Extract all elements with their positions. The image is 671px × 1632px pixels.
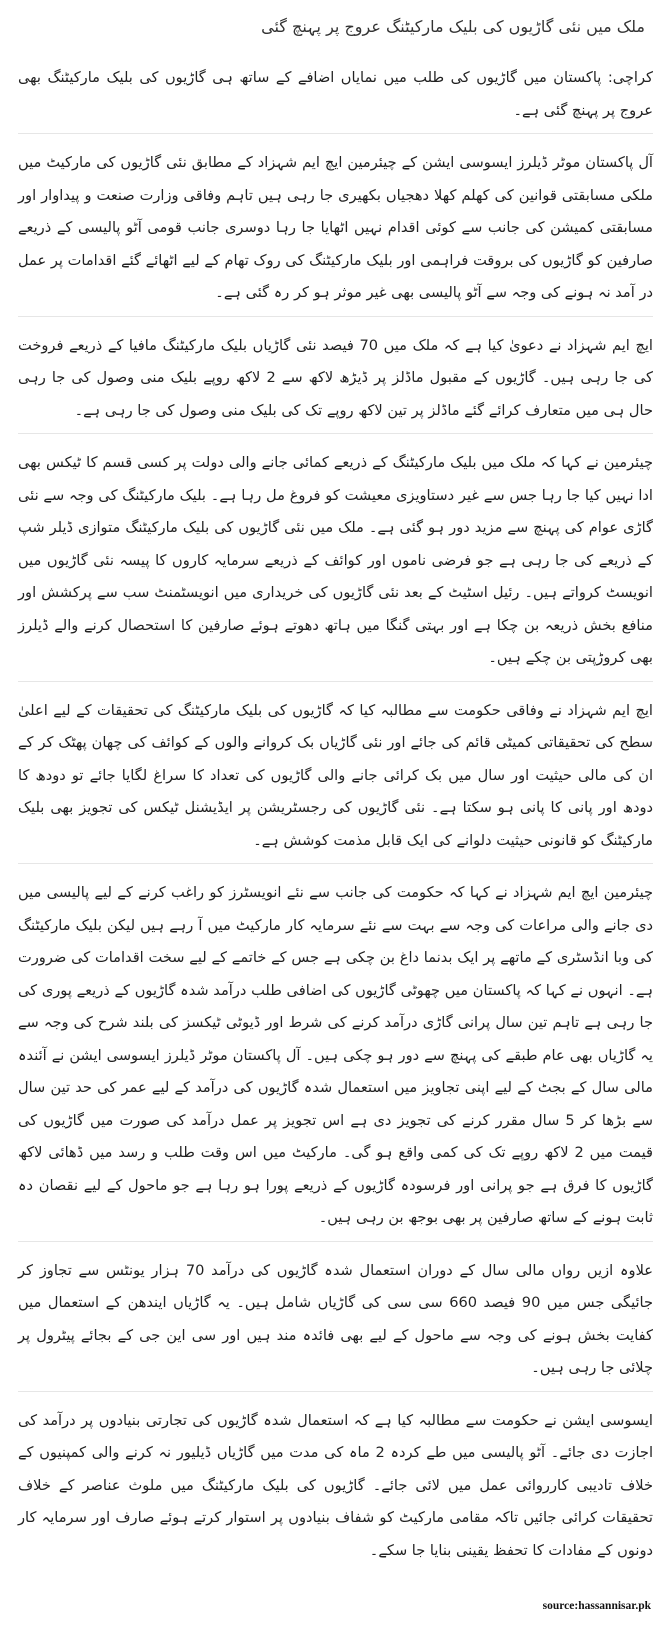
paragraph: ایچ ایم شہزاد نے وفاقی حکومت سے مطالبہ کیا کہ گاڑیوں کی بلیک مارکیٹنگ کی تحقیقات کے لیے اعلیٰ سطح کی تحقیقاتی کمیٹی قائم کی جائے اور نئی گاڑیاں بک کروانے والوں کے کوائف کی چھان پھٹک کر کے ان کی مالی حیثیت اور سال میں بک کرائی جانے والی گاڑیوں کی تعداد کا سراغ لگایا جائے تو دودھ کا دودھ اور پانی کا پانی ہو سکتا ہے۔ نئی گاڑیوں کی رجسٹریشن پر ایڈیشنل ٹیکس کی تجویز بھی بلیک مارکیٹنگ کو قانونی حیثیت دلوانے کی ایک قابل مذمت کوشش ہے۔ bbox=[18, 701, 653, 849]
divider bbox=[18, 1241, 653, 1242]
divider bbox=[18, 316, 653, 317]
paragraph: ایچ ایم شہزاد نے دعویٰ کیا ہے کہ ملک میں 70 فیصد نئی گاڑیاں بلیک مارکیٹنگ مافیا کے ذریعے فروخت کی جا رہی ہیں۔ گاڑیوں کے مقبول ماڈلز پر ڈیڑھ لاکھ سے 2 لاکھ روپے بلیک منی وصول کی جا رہی حال ہی میں متعارف کرائے گئے ماڈلز پر تین لاکھ روپے تک کی بلیک منی وصول کی جا رہی ہے۔ bbox=[18, 336, 653, 419]
paragraph: علاوہ ازیں رواں مالی سال کے دوران استعمال شدہ گاڑیوں کی درآمد 70 ہزار یونٹس سے تجاوز کر جائیگی جس میں 90 فیصد 660 سی سی کی گاڑیاں شامل ہیں۔ یہ گاڑیاں ایندھن کے استعمال میں کفایت بخش ہونے کی وجہ سے ماحول کے لیے بھی فائدہ مند ہیں اور سی این جی کے بجائے پیٹرول پر چلائی جا رہی ہیں۔ bbox=[18, 1261, 654, 1376]
article-title: ملک میں نئی گاڑیوں کی بلیک مارکیٹنگ عروج پر پہنچ گئی bbox=[261, 17, 645, 36]
divider bbox=[18, 433, 653, 434]
paragraph: ایسوسی ایشن نے حکومت سے مطالبہ کیا ہے کہ استعمال شدہ گاڑیوں کی تجارتی بنیادوں پر درآمد کی اجازت دی جائے۔ آٹو پالیسی میں طے کردہ 2 ماہ کی مدت میں گاڑیاں ڈیلیور نہ کرنے والی کمپنیوں کے خلاف تادیبی کارروائی عمل میں لائی جائے۔ گاڑیوں کی بلیک مارکیٹنگ میں ملوث عناصر کے خلاف تحقیقات کرائی جائیں تاکہ مقامی مارکیٹ کو شفاف بنیادوں پر استوار کرتے ہوئے صارف اور سرمایہ کار دونوں کے مفادات کا تحفظ یقینی بنایا جا سکے۔ bbox=[18, 1411, 653, 1559]
divider bbox=[18, 1391, 653, 1392]
divider bbox=[18, 681, 653, 682]
article bbox=[18, 14, 653, 1614]
paragraph: آل پاکستان موٹر ڈیلرز ایسوسی ایشن کے چیئرمین ایچ ایم شہزاد کے مطابق نئی گاڑیوں کی مارکیٹ میں ملکی مسابقتی قوانین کی کھلم کھلا دھجیاں بکھیری جا رہی ہیں تاہم وفاقی وزارت صنعت و پیداوار اور مسابقتی کمیشن کی جانب سے کوئی اقدام نہیں اٹھایا جا رہا دوسری جانب قومی آٹو پالیسی کے ذریعے صارفین کو گاڑیوں کی بروقت فراہمی اور بلیک مارکیٹنگ کی روک تھام کے لیے اٹھائے گئے اقدامات پر عمل در آمد نہ ہونے کی وجہ سے آٹو پالیسی بھی غیر موثر ہو کر رہ گئی ہے۔ bbox=[18, 154, 653, 301]
paragraph: چیئرمین نے کہا کہ ملک میں بلیک مارکیٹنگ کے ذریعے کمائی جانے والی دولت پر کسی قسم کا ٹیکس بھی ادا نہیں کیا جا رہا جس سے غیر دستاویزی معیشت کو فروغ مل رہا ہے۔ بلیک مارکیٹنگ کی وجہ سے نئی گاڑی عوام کی پہنچ سے مزید دور ہو گئی ہے۔ ملک میں نئی گاڑیوں کی بلیک مارکیٹنگ متوازی ڈیلر شپ کے ذریعے کی جا رہی ہے جو فرضی ناموں اور کوائف کے ذریعے سرمایہ کاروں کا پیسہ نئی گاڑیوں میں انویسٹ کرواتے ہیں۔ رئیل اسٹیٹ کے بعد نئی گاڑیوں کی خریداری میں انویسٹمنٹ سب سے پرکشش اور منافع بخش ذریعہ بن چکا ہے اور بہتی گنگا میں ہاتھ دھوتے ہوئے صارفین کا استحصال کرنے والے ڈیلرز بھی کروڑپتی بن چکے ہیں۔ bbox=[18, 454, 653, 666]
divider bbox=[18, 863, 653, 864]
divider bbox=[18, 133, 653, 134]
paragraph: کراچی: پاکستان میں گاڑیوں کی طلب میں نمایاں اضافے کے ساتھ ہی گاڑیوں کی بلیک مارکیٹنگ بھی عروج پر پہنچ گئی ہے۔ bbox=[18, 69, 653, 119]
source-credit: source:hassannisar.pk bbox=[542, 1600, 651, 1612]
paragraph: چیئرمین ایچ ایم شہزاد نے کہا کہ حکومت کی جانب سے نئے انویسٹرز کو راغب کرنے کے لیے پالیسی میں دی جانے والی مراعات کی وجہ سے بہت سے نئے سرمایہ کار مارکیٹ میں آ رہے ہیں لیکن بلیک مارکیٹنگ کی وبا انڈسٹری کے ماتھے پر ایک بدنما داغ بن چکی ہے جس کے خاتمے کے لیے سخت اقدامات کی ضرورت ہے۔ انہوں نے کہا کہ پاکستان میں چھوٹی گاڑیوں کی اضافی طلب درآمد شدہ گاڑیوں کے ذریعے پوری کی جا رہی ہے تاہم تین سال پرانی گاڑی درآمد کرنے کی شرط اور ڈیوٹی ٹیکسز کی بلند شرح کی وجہ سے یہ گاڑیاں بھی عام طبقے کی پہنچ سے دور ہو چکی ہیں۔ آل پاکستان موٹر ڈیلرز ایسوسی ایشن نے آئندہ مالی سال کے بجٹ کے لیے اپنی تجاویز میں استعمال شدہ گاڑیوں کی درآمد کے لیے عمر کی حد تین سال سے بڑھا کر 5 سال مقرر کرنے کی تجویز دی ہے اس تجویز پر عمل درآمد کی صورت میں گاڑیوں کی قیمت میں 2 لاکھ روپے تک کی کمی واقع ہو گی۔ مارکیٹ میں اس وقت طلب و رسد میں ڈھائی لاکھ گاڑیوں کا فرق ہے جو پرانی اور فرسودہ گاڑیوں کے ذریعے پورا ہو رہا ہے جو ماحول کے لیے نقصان دہ ثابت ہونے کے ساتھ صارفین پر بھی بوجھ بن رہی ہیں۔ bbox=[18, 884, 654, 1226]
